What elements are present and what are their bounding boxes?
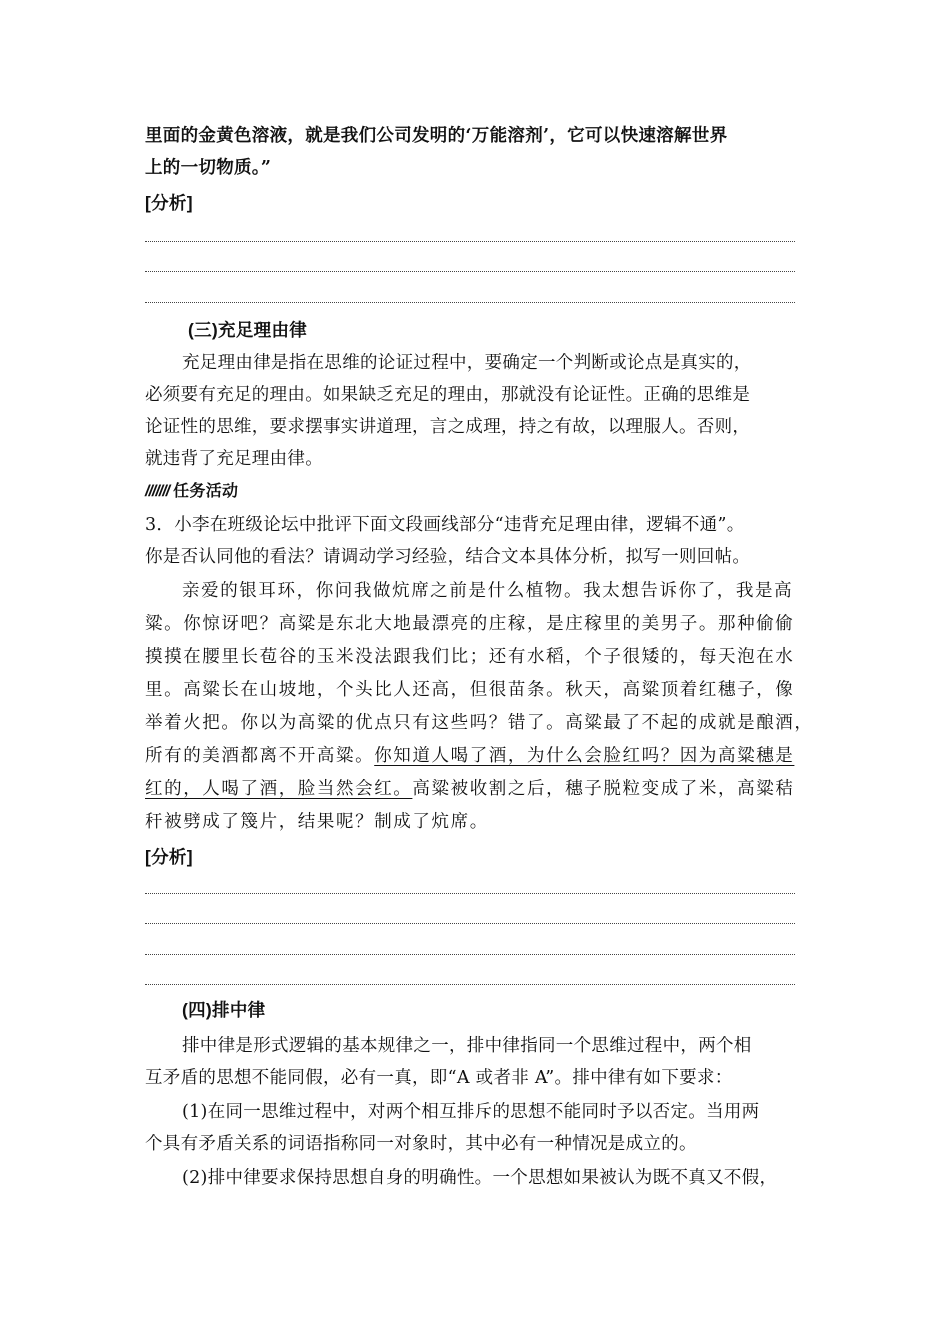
underlined-text: 你知道人喝了酒，为什么会脸红吗？因为高粱穗是 <box>374 746 795 766</box>
story-line <box>145 741 810 771</box>
story-text: 高粱被收割之后，穗子脱粒变成了米，高粱秸 <box>412 779 795 799</box>
story-line: 秆被劈成了篾片，结果呢？制成了炕席。 <box>145 812 489 832</box>
answer-line <box>145 984 795 985</box>
body-text-line: (2)排中律要求保持思想自身的明确性。一个思想如果被认为既不真又不假， <box>182 1168 778 1188</box>
section-heading: (三)充足理由律 <box>188 320 308 340</box>
body-text-line: (1)在同一思维过程中，对两个相互排斥的思想不能同时予以否定。当用两 <box>182 1102 760 1122</box>
analysis-label: [分析] <box>145 193 193 213</box>
body-text-line: 个具有矛盾关系的词语指称同一对象时，其中必有一种情况是成立的。 <box>145 1134 697 1154</box>
story-text: 所有的美酒都离不开高粱。 <box>145 746 375 766</box>
answer-line <box>145 923 795 924</box>
analysis-label: [分析] <box>145 847 193 867</box>
question-line: 3．小李在班级论坛中批评下面文段画线部分“违背充足理由律，逻辑不通”。 <box>145 515 745 535</box>
answer-line <box>145 271 795 272</box>
story-line: 亲爱的银耳环，你问我做炕席之前是什么植物。我太想告诉你了，我是高 <box>182 581 794 601</box>
story-line: 粱。你惊讶吧？高粱是东北大地最漂亮的庄稼，是庄稼里的美男子。那种偷偷 <box>145 614 795 634</box>
section-heading: (四)排中律 <box>182 1000 266 1020</box>
answer-line <box>145 954 795 955</box>
story-line: 举着火把。你以为高粱的优点只有这些吗？错了。高粱最了不起的成就是酿酒， <box>145 713 814 733</box>
underlined-text: 红的，人喝了酒，脸当然会红。 <box>145 779 413 799</box>
story-line <box>145 774 810 804</box>
body-text-line: 互矛盾的思想不能同假，必有一真，即“A 或者非 A”。排中律有如下要求： <box>145 1068 733 1088</box>
answer-line <box>145 302 795 303</box>
body-text-line: 上的一切物质。” <box>145 158 272 178</box>
answer-line <box>145 241 795 242</box>
task-label: 任务活动 <box>173 483 239 500</box>
body-text-line: 就违背了充足理由律。 <box>145 449 323 469</box>
question-line: 你是否认同他的看法？请调动学习经验，结合文本具体分析，拟写一则回帖。 <box>145 547 751 567</box>
body-text-line: 必须要有充足的理由。如果缺乏充足的理由，那就没有论证性。正确的思维是 <box>145 385 751 405</box>
body-text-line: 论证性的思维，要求摆事实讲道理，言之成理，持之有故，以理服人。否则， <box>145 417 751 437</box>
hatch-mark: /////// <box>145 483 170 500</box>
body-text-line: 排中律是形式逻辑的基本规律之一，排中律指同一个思维过程中，两个相 <box>182 1036 752 1056</box>
story-line: 摸摸在腰里长苞谷的玉米没法跟我们比；还有水稻，个子很矮的，每天泡在水 <box>145 647 795 667</box>
body-text-line: 充足理由律是指在思维的论证过程中，要确定一个判断或论点是真实的， <box>182 353 752 373</box>
answer-line <box>145 893 795 894</box>
story-line: 里。高粱长在山坡地，个头比人还高，但很苗条。秋天，高粱顶着红穗子，像 <box>145 680 795 700</box>
body-text-line: 里面的金黄色溶液，就是我们公司发明的‘万能溶剂’，它可以快速溶解世界 <box>145 126 728 146</box>
task-activity-label <box>145 477 810 507</box>
